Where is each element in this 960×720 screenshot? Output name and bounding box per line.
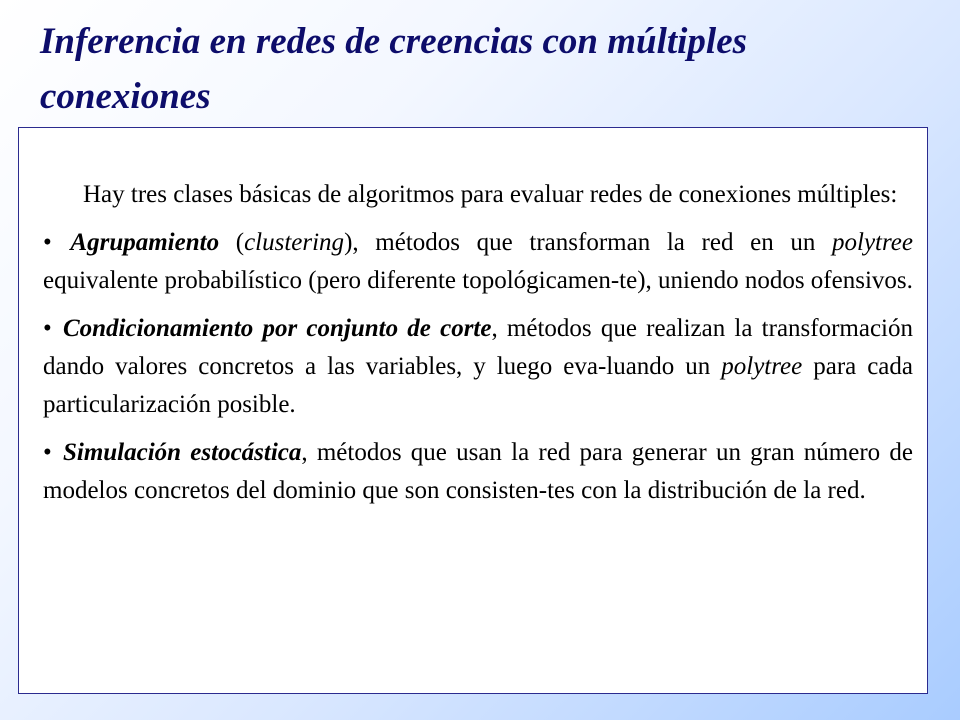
bullet-dot: • [43,315,52,342]
bullet-term: Condicionamiento por conjunto de corte [62,315,492,342]
bullet-stochastic-simulation [43,434,913,510]
bullet-italic-term: clustering [244,229,345,256]
bullet-text: para cada particularización posible. [43,353,914,418]
bullet-text: , métodos que usan la red para generar un gran número de modelos concretos del dominio que son consisten-tes con la distribución de la red. [43,439,913,504]
bullet-cutset-conditioning [43,310,913,424]
bullet-italic-term: polytree [832,229,913,256]
bullet-text: , métodos que realizan la transformación dando valores concretos a las variables, y luego eva-luando un [43,315,913,380]
bullet-clustering [43,224,913,300]
bullet-term: Simulación estocástica [62,439,302,466]
slide-title: Inferencia en redes de creencias con múltiples conexiones [40,21,748,117]
bullet-italic-term: polytree [721,353,803,380]
bullet-text: ( [219,229,245,256]
bullet-term: Agrupamiento [70,229,220,256]
content-box [18,127,928,694]
bullet-dot: • [43,229,52,256]
intro-paragraph: Hay tres clases básicas de algoritmos para evaluar redes de conexiones múltiples: [83,181,898,208]
bullet-text: ), métodos que transforman la red en un [344,229,833,256]
bullet-dot: • [43,439,52,466]
content-body [43,176,913,520]
bullet-text: equivalente probabilístico (pero diferente topológicamen-te), uniendo nodos ofensivos. [43,267,913,294]
